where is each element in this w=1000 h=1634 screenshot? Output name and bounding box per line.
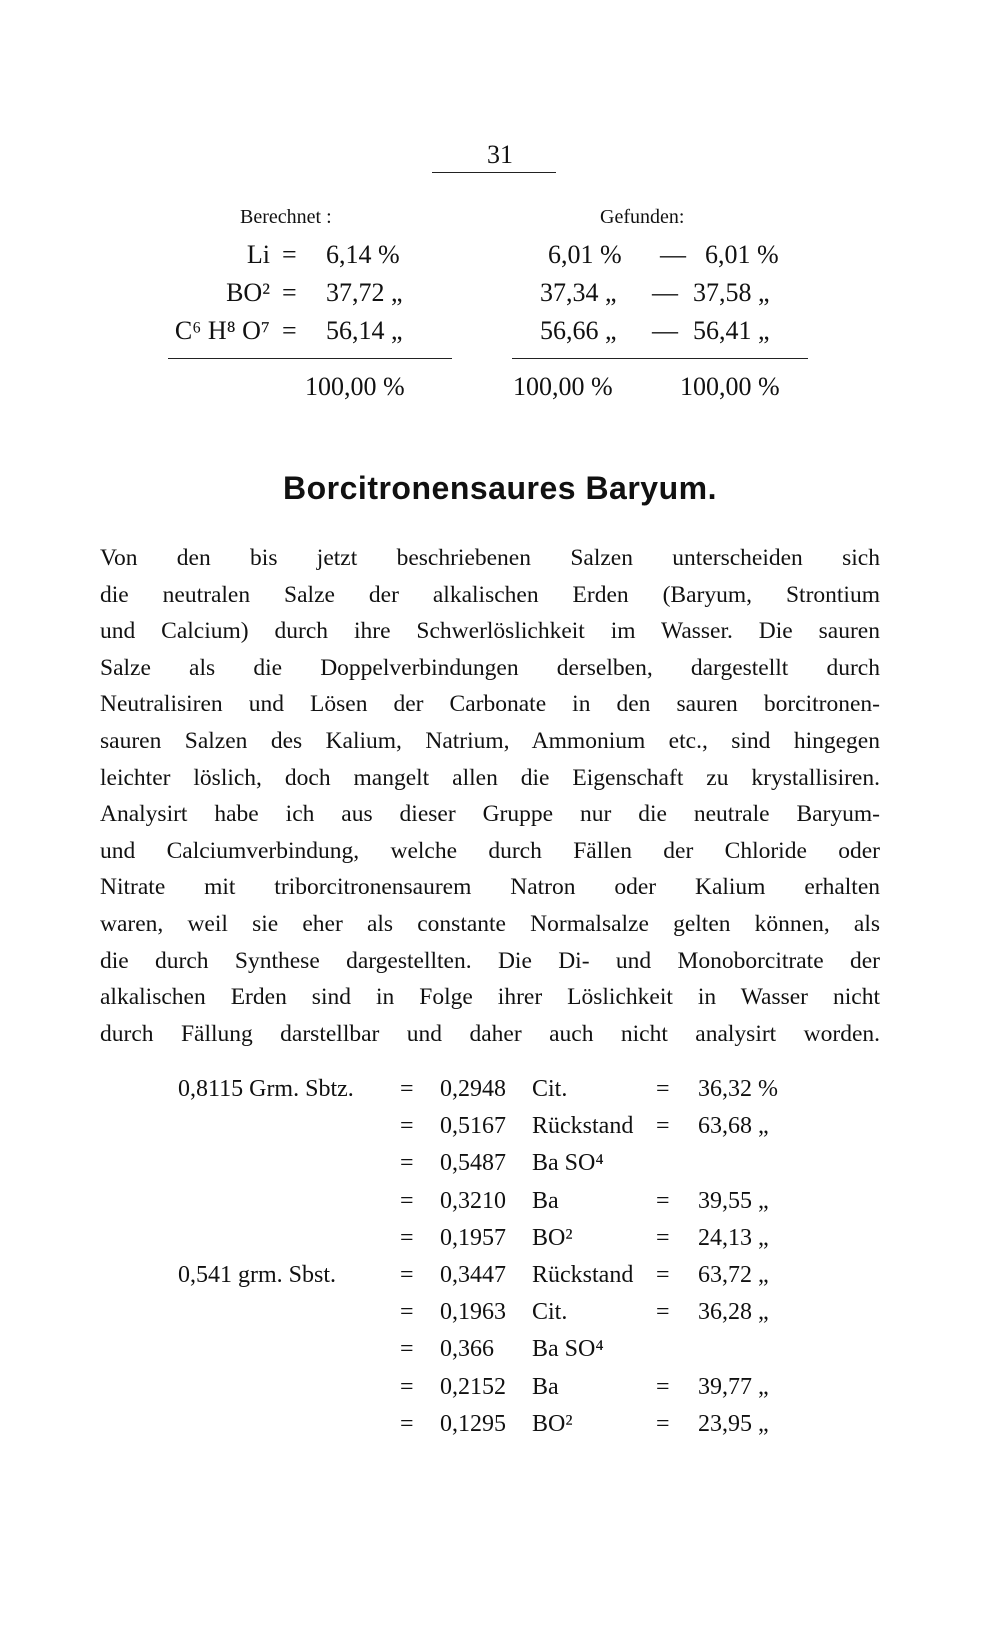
component-label: Ba SO⁴ <box>532 1336 604 1363</box>
equals-sign: = <box>656 1410 670 1437</box>
equals-sign: = <box>400 1299 414 1326</box>
component-label: BO² <box>532 1224 573 1251</box>
percent-value: 23,95 „ <box>698 1410 769 1437</box>
equals-sign: = <box>400 1410 414 1437</box>
component-label: Cit. <box>532 1076 568 1102</box>
computed-value: 37,72 „ <box>326 278 403 307</box>
dash: — <box>660 240 686 269</box>
equals-sign: = <box>282 240 297 269</box>
paragraph-line: Analysirt habe ich aus dieser Gruppe nur die neutrale Baryum- <box>100 801 880 828</box>
dash: — <box>652 316 678 345</box>
page-number: 31 <box>487 140 513 169</box>
weight-value: 0,5167 <box>440 1113 506 1140</box>
paragraph-line: Salze als die Doppelverbindungen derselben, dargestellt durch <box>100 654 880 681</box>
weight-value: 0,3210 <box>440 1187 506 1214</box>
paragraph-line: Von den bis jetzt beschriebenen Salzen unterscheiden sich <box>100 545 880 571</box>
equals-sign: = <box>656 1373 670 1400</box>
computed-total: 100,00 % <box>305 372 405 401</box>
computed-value: 6,14 % <box>326 240 400 269</box>
component-label: Rückstand <box>532 1113 634 1140</box>
found-header: Gefunden: <box>600 206 685 228</box>
equals-sign: = <box>656 1076 670 1102</box>
component-label: BO² <box>532 1410 573 1437</box>
paragraph-line: sauren Salzen des Kalium, Natrium, Ammonium etc., sind hingegen <box>100 727 880 754</box>
weight-value: 0,1957 <box>440 1224 506 1251</box>
equals-sign: = <box>400 1076 414 1102</box>
equals-sign: = <box>282 278 297 307</box>
paragraph-line: die neutralen Salze der alkalischen Erden (Baryum, Strontium <box>100 581 880 608</box>
paragraph-line: und Calciumverbindung, welche durch Fällen der Chloride oder <box>100 837 880 864</box>
computed-value: 56,14 „ <box>326 316 403 345</box>
element-cell: Li <box>246 240 270 269</box>
found-value-1: 37,34 „ <box>540 278 617 307</box>
section-title: Borcitronensaures Baryum. <box>283 470 717 506</box>
paragraph-line: leichter löslich, doch mangelt allen die Eigenschaft zu krystallisiren. <box>100 764 880 791</box>
equals-sign: = <box>656 1224 670 1251</box>
component-label: Cit. <box>532 1299 568 1326</box>
found-value-2: 37,58 „ <box>693 278 770 307</box>
computed-header: Berechnet : <box>240 206 332 228</box>
weight-value: 0,3447 <box>440 1262 506 1288</box>
percent-value: 39,77 „ <box>698 1373 769 1400</box>
equals-sign: = <box>656 1262 670 1288</box>
paragraph-line: die durch Synthese dargestellten. Die Di- und Monoborcitrate der <box>100 947 880 974</box>
paragraph-line: durch Fällung darstellbar und daher auch nicht analysirt worden. <box>100 1020 880 1047</box>
percent-value: 39,55 „ <box>698 1187 769 1214</box>
equals-sign: = <box>656 1113 670 1140</box>
paragraph-line: und Calcium) durch ihre Schwerlöslichkeit im Wasser. Die sauren <box>100 618 880 645</box>
equals-sign: = <box>656 1299 670 1326</box>
found-total-1: 100,00 % <box>513 372 613 401</box>
sample-cell: 0,8115 Grm. Sbtz. <box>178 1076 354 1102</box>
paragraph-line: Nitrate mit triborcitronensaurem Natron oder Kalium erhalten <box>100 874 880 901</box>
found-value-1: 56,66 „ <box>540 316 617 345</box>
found-sum-rule <box>512 358 808 359</box>
equals-sign: = <box>400 1262 414 1288</box>
percent-value: 36,32 % <box>698 1076 778 1102</box>
equals-sign: = <box>400 1373 414 1400</box>
component-label: Ba <box>532 1373 559 1400</box>
component-label: Ba SO⁴ <box>532 1150 604 1177</box>
paragraph-line: waren, weil sie eher als constante Normalsalze gelten können, als <box>100 910 880 937</box>
equals-sign: = <box>656 1187 670 1214</box>
equals-sign: = <box>400 1187 414 1214</box>
component-label: Rückstand <box>532 1262 634 1288</box>
weight-value: 0,1963 <box>440 1299 506 1326</box>
dash: — <box>652 278 678 307</box>
equals-sign: = <box>282 316 297 345</box>
equals-sign: = <box>400 1113 414 1140</box>
found-total-2: 100,00 % <box>680 372 780 401</box>
weight-value: 0,5487 <box>440 1150 506 1177</box>
sample-cell: 0,541 grm. Sbst. <box>178 1262 337 1288</box>
found-value-2: 6,01 % <box>705 240 779 269</box>
percent-value: 63,72 „ <box>698 1262 769 1288</box>
page-number-rule <box>432 172 556 173</box>
weight-value: 0,366 <box>440 1336 494 1363</box>
weight-value: 0,2948 <box>440 1076 506 1102</box>
percent-value: 63,68 „ <box>698 1113 769 1140</box>
paragraph-line: alkalischen Erden sind in Folge ihrer Löslichkeit in Wasser nicht <box>100 984 880 1011</box>
body-paragraph <box>100 540 880 1052</box>
weight-value: 0,2152 <box>440 1373 506 1400</box>
equals-sign: = <box>400 1150 414 1177</box>
equals-sign: = <box>400 1336 414 1363</box>
percent-value: 24,13 „ <box>698 1224 769 1251</box>
weight-value: 0,1295 <box>440 1410 506 1437</box>
found-value-2: 56,41 „ <box>693 316 770 345</box>
element-cell: BO² <box>226 278 270 307</box>
element-cell: C⁶ H⁸ O⁷ <box>174 316 270 345</box>
component-label: Ba <box>532 1187 559 1214</box>
equals-sign: = <box>400 1224 414 1251</box>
computed-sum-rule <box>168 358 452 359</box>
percent-value: 36,28 „ <box>698 1299 769 1326</box>
paragraph-line: Neutralisiren und Lösen der Carbonate in den sauren borcitronen- <box>100 691 880 718</box>
found-value-1: 6,01 % <box>548 240 622 269</box>
